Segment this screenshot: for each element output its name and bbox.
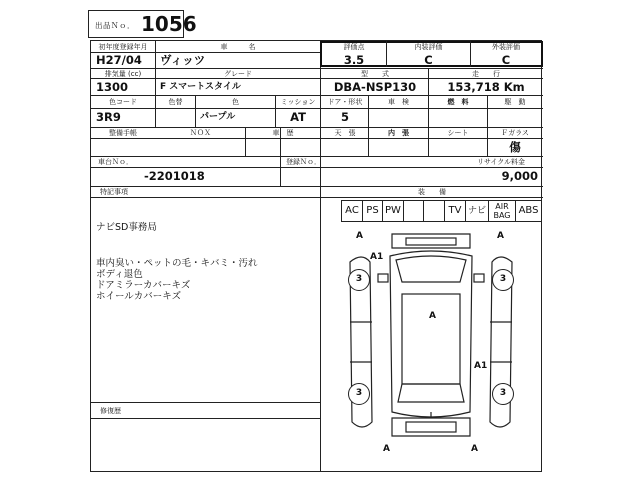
grade: F スマートスタイル bbox=[160, 82, 241, 92]
inspection-label: 車 検 bbox=[388, 98, 409, 106]
car-name: ヴィッツ bbox=[160, 53, 206, 67]
nox-label: ＮＯＸ bbox=[190, 129, 211, 137]
notes-label: 特記事項 bbox=[100, 188, 128, 196]
damage-roof: A bbox=[429, 311, 436, 321]
front-glass-condition: 傷 bbox=[509, 140, 521, 154]
first-registration: H27/04 bbox=[96, 53, 142, 67]
equip-airbag: AIR BAG bbox=[488, 200, 516, 222]
color-code-label: 色コード bbox=[109, 98, 137, 106]
equip-ps: PS bbox=[362, 200, 383, 222]
color-code: 3R9 bbox=[96, 110, 121, 124]
rear-plate-area bbox=[406, 422, 456, 432]
doors-label: ドア・形状 bbox=[327, 98, 363, 106]
transmission-label: ミッション bbox=[280, 98, 316, 106]
mileage: 153,718 Km bbox=[447, 80, 525, 94]
notes-top: ナビSD事務局 bbox=[96, 222, 157, 233]
notes-line-3: ドアミラーカバーキズ bbox=[96, 280, 191, 291]
damage-rear-right: A bbox=[471, 444, 478, 454]
equip-ac: AC bbox=[341, 200, 363, 222]
lot-number-label: 出品Ｎｏ． bbox=[95, 21, 135, 30]
recycling-fee-label: リサイクル料金 bbox=[476, 158, 526, 166]
equip-pw: PW bbox=[382, 200, 404, 222]
roof-panel bbox=[402, 294, 460, 384]
color-label: 色 bbox=[232, 98, 239, 106]
doors: 5 bbox=[340, 110, 349, 124]
repair-history-label: 修復歴 bbox=[100, 407, 121, 415]
damage-wheel-rear-left: 3 bbox=[348, 383, 370, 405]
damage-wheel-rear-right: 3 bbox=[492, 383, 514, 405]
model-code: DBA-NSP130 bbox=[333, 80, 417, 94]
grade-label: グレード bbox=[224, 70, 252, 78]
car-name-label: 車 名 bbox=[220, 43, 256, 51]
registration-number-label: 登録Ｎｏ． bbox=[286, 158, 321, 166]
seat-label: シート bbox=[447, 129, 469, 137]
interior-trim-label: 内 張 bbox=[388, 129, 409, 137]
front-bumper bbox=[392, 234, 470, 248]
mileage-label: 走 行 bbox=[472, 70, 500, 78]
fuel-label: 燃 料 bbox=[447, 98, 469, 106]
transmission: AT bbox=[290, 110, 306, 124]
notes-line-2: ボディ退色 bbox=[96, 269, 143, 280]
chassis-number-label: 車台Ｎｏ． bbox=[98, 158, 133, 166]
rear-window bbox=[398, 384, 464, 402]
first-registration-label: 初年度登録年月 bbox=[98, 43, 148, 51]
exterior-grade: C bbox=[501, 53, 511, 67]
right-mirror bbox=[474, 274, 484, 282]
notes-line-4: ホイールカバーキズ bbox=[96, 291, 182, 302]
damage-bumper-left: A1 bbox=[370, 252, 384, 262]
equip-abs: ABS bbox=[515, 200, 542, 222]
exterior-grade-label: 外装評価 bbox=[492, 43, 520, 51]
damage-rear-left: A bbox=[383, 444, 390, 454]
lot-number: 1056 bbox=[141, 12, 197, 36]
interior-grade-label: 内装評価 bbox=[414, 43, 443, 51]
damage-wheel-front-right: 3 bbox=[492, 269, 514, 291]
damage-front-right: A bbox=[497, 231, 504, 241]
score-label: 評価点 bbox=[343, 43, 365, 51]
damage-wheel-front-left: 3 bbox=[348, 269, 370, 291]
front-glass-label: Ｆガラス bbox=[501, 129, 529, 137]
damage-rear-right-door: A1 bbox=[474, 361, 488, 371]
displacement-label: 排気量 (cc) bbox=[104, 70, 142, 78]
drive-label: 駆 動 bbox=[504, 98, 526, 106]
equipment-label: 装 備 bbox=[418, 188, 446, 196]
displacement: 1300 bbox=[96, 80, 129, 94]
color-change-label: 色替 bbox=[168, 98, 183, 106]
headliner-label: 天 張 bbox=[334, 129, 356, 137]
vehicle-history-label: 車 歴 bbox=[272, 129, 294, 137]
lot-number-box bbox=[88, 10, 197, 38]
rear-bumper bbox=[392, 418, 470, 436]
interior-grade: C bbox=[424, 53, 433, 67]
equip-blank-2 bbox=[423, 200, 445, 222]
maintenance-book-label: 整備手帳 bbox=[109, 129, 137, 137]
equip-navi: ナビ bbox=[465, 200, 489, 222]
front-grille bbox=[406, 238, 456, 245]
equip-tv: TV bbox=[444, 200, 466, 222]
notes-line-1: 車内臭い・ペットの毛・キバミ・汚れ bbox=[96, 258, 258, 269]
equip-blank-1 bbox=[403, 200, 424, 222]
damage-front-left: A bbox=[356, 231, 363, 241]
recycling-fee: 9,000 bbox=[501, 169, 538, 183]
car-damage-diagram bbox=[320, 222, 542, 472]
model-label: 型 式 bbox=[361, 70, 389, 78]
color: パープル bbox=[200, 112, 236, 122]
windshield bbox=[396, 256, 466, 282]
score: 3.5 bbox=[343, 53, 365, 67]
chassis-number: -2201018 bbox=[144, 169, 205, 183]
left-mirror bbox=[378, 274, 388, 282]
